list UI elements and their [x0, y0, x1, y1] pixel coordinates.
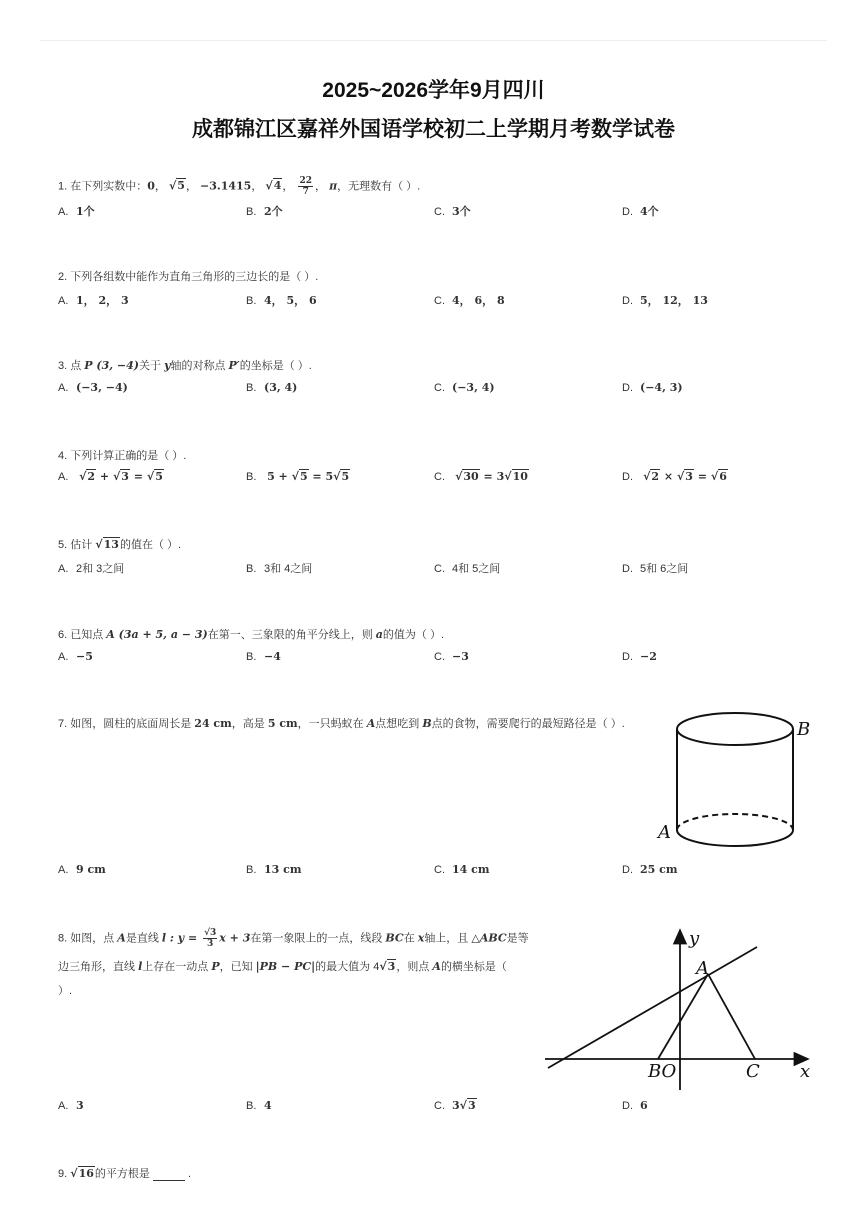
q3-option-c[interactable]: C. (−3, 4) — [434, 381, 495, 394]
cylinder-bottom-front — [677, 830, 793, 846]
q5-option-b[interactable]: B. 3和 4之间 — [246, 563, 313, 575]
q5-option-a[interactable]: A. 2和 3之间 — [58, 563, 125, 575]
question-2-stem: 2. 下列各组数中能作为直角三角形的三边长的是（ ）. — [58, 271, 319, 283]
q6-option-c[interactable]: C. −3 — [434, 650, 469, 663]
q6-option-b[interactable]: B. −4 — [246, 650, 281, 663]
q4-option-b[interactable]: B. 5 + √5 = 5√5 — [246, 470, 350, 483]
q7-option-b[interactable]: B. 13 cm — [246, 863, 302, 876]
question-9-stem: 9. √16的平方根是 . — [58, 1167, 192, 1180]
question-3-stem: 3. 点 P (3, −4)关于 y轴的对称点 P′的坐标是（ ）. — [58, 359, 312, 372]
q2-option-c[interactable]: C. 4， 6， 8 — [434, 294, 505, 307]
fraction-22-7: $\frac{22}{7}$ — [299, 176, 312, 197]
cylinder-figure — [650, 705, 820, 855]
header-divider — [40, 40, 827, 41]
q5-option-d[interactable]: D. 5和 6之间 — [622, 563, 689, 575]
point-label-c: C — [746, 1061, 760, 1082]
q8-option-a[interactable]: A. 3 — [58, 1099, 84, 1112]
q3-option-d[interactable]: D. (−4, 3) — [622, 381, 683, 394]
q1-option-d[interactable]: D. 4个 — [622, 205, 659, 218]
q1-option-a[interactable]: A. 1个 — [58, 205, 95, 218]
q2-option-d[interactable]: D. 5， 12， 13 — [622, 294, 708, 307]
q5-option-c[interactable]: C. 4和 5之间 — [434, 563, 501, 575]
q2-option-b[interactable]: B. 4， 5， 6 — [246, 294, 317, 307]
q7-option-d[interactable]: D. 25 cm — [622, 863, 678, 876]
q1-option-b[interactable]: B. 2个 — [246, 205, 283, 218]
page-title-line2: 成都锦江区嘉祥外国语学校初二上学期月考数学试卷 — [192, 118, 675, 141]
question-6-stem: 6. 已知点 A (3a + 5, a − 3)在第一、三象限的角平分线上，则 a的值为（ ）. — [58, 628, 445, 641]
q7-option-c[interactable]: C. 14 cm — [434, 863, 490, 876]
cylinder-bottom-back-dashed — [677, 814, 793, 830]
page-title-line1: 2025~2026学年9月四川 — [322, 79, 545, 102]
question-8-stem-line2: 边三角形，直线 l上存在一动点 P，已知 |PB − PC|的最大值为 4√3，则点 A的横坐标是（ — [58, 960, 507, 973]
point-label-a: A — [696, 958, 709, 979]
q7-option-a[interactable]: A. 9 cm — [58, 863, 106, 876]
label-a: A — [658, 822, 671, 843]
point-label-bo: BO — [648, 1061, 677, 1082]
cylinder-top-ellipse — [677, 713, 793, 745]
q8-option-d[interactable]: D. 6 — [622, 1099, 648, 1112]
q3-option-a[interactable]: A. (−3, −4) — [58, 381, 128, 394]
coordinate-figure — [540, 922, 820, 1092]
q6-option-a[interactable]: A. −5 — [58, 650, 93, 663]
question-7-stem: 7. 如图，圆柱的底面周长是 24 cm，高是 5 cm，一只蚂蚁在 A点想吃到 B点的食物，需要爬行的最短路径是（ ）. — [58, 717, 625, 730]
q6-option-d[interactable]: D. −2 — [622, 650, 657, 663]
q8-option-c[interactable]: C. 3√3 — [434, 1099, 476, 1112]
question-8-stem-line1: 8. 如图，点 A是直线 l : y = $\frac{√3}{3}$ x + 3在第一象限上的一点，线段 BC在 x轴上，且 △ABC是等 — [58, 928, 529, 949]
answer-blank[interactable] — [153, 1170, 185, 1181]
question-1-stem: 1. 在下列实数中：0， √5， −3.1415， √4， $\frac{22}{7}$ ， π，无理数有（ ）. — [58, 176, 421, 197]
question-5-stem: 5. 估计 √13的值在（ ）. — [58, 538, 182, 551]
q4-option-d[interactable]: D. √2 × √3 = √6 — [622, 470, 727, 483]
question-4-stem: 4. 下列计算正确的是（ ）. — [58, 450, 187, 462]
triangle-side-ab — [658, 974, 708, 1059]
axis-label-x: x — [800, 1061, 811, 1082]
q2-option-a[interactable]: A. 1， 2， 3 — [58, 294, 129, 307]
triangle-side-ac — [708, 974, 755, 1059]
q1-option-c[interactable]: C. 3个 — [434, 205, 471, 218]
q3-option-b[interactable]: B. (3, 4) — [246, 381, 298, 394]
q4-option-c[interactable]: C. √30 = 3√10 — [434, 470, 528, 483]
axis-label-y: y — [689, 928, 700, 949]
question-8-stem-line3: ）. — [58, 985, 73, 997]
q4-option-a[interactable]: A. √2 + √3 = √5 — [58, 470, 163, 483]
q8-option-b[interactable]: B. 4 — [246, 1099, 272, 1112]
label-b: B — [797, 719, 811, 740]
